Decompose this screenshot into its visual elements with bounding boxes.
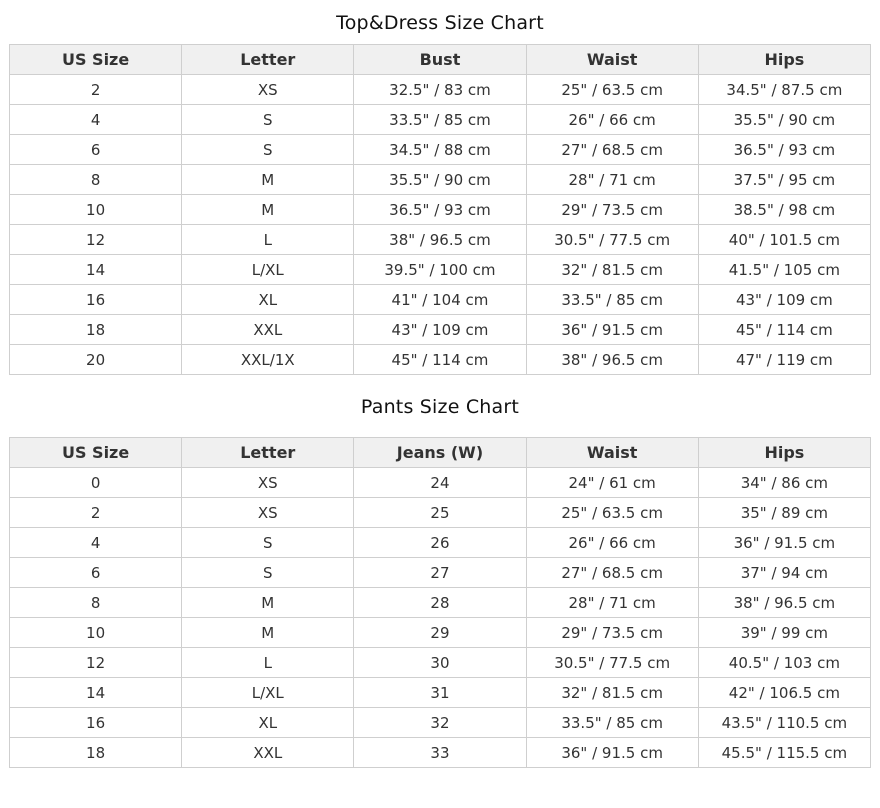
us-size-cell: 8 [10, 588, 182, 618]
jeans-w-cell: 29 [354, 618, 526, 648]
table-row [10, 105, 871, 135]
letter-cell: XXL [182, 315, 354, 345]
hips-cell: 35" / 89 cm [698, 498, 870, 528]
header-waist: Waist [526, 45, 698, 75]
header-row [10, 45, 871, 75]
table-row [10, 678, 871, 708]
us-size-cell: 4 [10, 105, 182, 135]
letter-cell: S [182, 135, 354, 165]
waist-cell: 30.5" / 77.5 cm [526, 225, 698, 255]
letter-cell: XS [182, 498, 354, 528]
jeans-w-cell: 31 [354, 678, 526, 708]
us-size-cell: 12 [10, 225, 182, 255]
header-us-size: US Size [10, 45, 182, 75]
us-size-cell: 6 [10, 135, 182, 165]
waist-cell: 24" / 61 cm [526, 468, 698, 498]
bust-cell: 45" / 114 cm [354, 345, 526, 375]
header-letter: Letter [182, 438, 354, 468]
hips-cell: 35.5" / 90 cm [698, 105, 870, 135]
us-size-cell: 6 [10, 558, 182, 588]
letter-cell: S [182, 105, 354, 135]
table-header [10, 45, 871, 75]
table-row [10, 315, 871, 345]
us-size-cell: 14 [10, 255, 182, 285]
hips-cell: 40.5" / 103 cm [698, 648, 870, 678]
hips-cell: 42" / 106.5 cm [698, 678, 870, 708]
table-body [10, 468, 871, 768]
hips-cell: 38.5" / 98 cm [698, 195, 870, 225]
waist-cell: 28" / 71 cm [526, 588, 698, 618]
bust-cell: 35.5" / 90 cm [354, 165, 526, 195]
waist-cell: 29" / 73.5 cm [526, 195, 698, 225]
letter-cell: M [182, 165, 354, 195]
us-size-cell: 0 [10, 468, 182, 498]
header-hips: Hips [698, 45, 870, 75]
jeans-w-cell: 26 [354, 528, 526, 558]
waist-cell: 26" / 66 cm [526, 528, 698, 558]
waist-cell: 33.5" / 85 cm [526, 285, 698, 315]
bust-cell: 36.5" / 93 cm [354, 195, 526, 225]
table-row [10, 498, 871, 528]
letter-cell: L/XL [182, 678, 354, 708]
jeans-w-cell: 25 [354, 498, 526, 528]
header-waist: Waist [526, 438, 698, 468]
waist-cell: 33.5" / 85 cm [526, 708, 698, 738]
letter-cell: S [182, 558, 354, 588]
table-row [10, 588, 871, 618]
table-row [10, 75, 871, 105]
us-size-cell: 18 [10, 738, 182, 768]
us-size-cell: 4 [10, 528, 182, 558]
waist-cell: 27" / 68.5 cm [526, 135, 698, 165]
waist-cell: 36" / 91.5 cm [526, 315, 698, 345]
us-size-cell: 20 [10, 345, 182, 375]
table-row [10, 345, 871, 375]
waist-cell: 25" / 63.5 cm [526, 498, 698, 528]
jeans-w-cell: 24 [354, 468, 526, 498]
waist-cell: 28" / 71 cm [526, 165, 698, 195]
hips-cell: 38" / 96.5 cm [698, 588, 870, 618]
table-row [10, 195, 871, 225]
hips-cell: 34.5" / 87.5 cm [698, 75, 870, 105]
bust-cell: 38" / 96.5 cm [354, 225, 526, 255]
table-row [10, 285, 871, 315]
hips-cell: 45.5" / 115.5 cm [698, 738, 870, 768]
jeans-w-cell: 33 [354, 738, 526, 768]
table-row [10, 225, 871, 255]
header-jeans-w: Jeans (W) [354, 438, 526, 468]
us-size-cell: 16 [10, 708, 182, 738]
hips-cell: 36.5" / 93 cm [698, 135, 870, 165]
hips-cell: 45" / 114 cm [698, 315, 870, 345]
table-row [10, 558, 871, 588]
hips-cell: 41.5" / 105 cm [698, 255, 870, 285]
bust-cell: 32.5" / 83 cm [354, 75, 526, 105]
hips-cell: 37.5" / 95 cm [698, 165, 870, 195]
us-size-cell: 8 [10, 165, 182, 195]
letter-cell: M [182, 195, 354, 225]
bust-cell: 43" / 109 cm [354, 315, 526, 345]
jeans-w-cell: 27 [354, 558, 526, 588]
us-size-cell: 12 [10, 648, 182, 678]
header-bust: Bust [354, 45, 526, 75]
table-row [10, 618, 871, 648]
waist-cell: 30.5" / 77.5 cm [526, 648, 698, 678]
table-row [10, 255, 871, 285]
hips-cell: 43" / 109 cm [698, 285, 870, 315]
table-row [10, 738, 871, 768]
hips-cell: 47" / 119 cm [698, 345, 870, 375]
table-row [10, 135, 871, 165]
table-row [10, 528, 871, 558]
header-row [10, 438, 871, 468]
bust-cell: 41" / 104 cm [354, 285, 526, 315]
letter-cell: L [182, 648, 354, 678]
waist-cell: 32" / 81.5 cm [526, 678, 698, 708]
letter-cell: L [182, 225, 354, 255]
letter-cell: XL [182, 285, 354, 315]
us-size-cell: 10 [10, 195, 182, 225]
waist-cell: 25" / 63.5 cm [526, 75, 698, 105]
table-body [10, 75, 871, 375]
letter-cell: M [182, 618, 354, 648]
us-size-cell: 10 [10, 618, 182, 648]
top-dress-size-table [9, 44, 871, 375]
letter-cell: S [182, 528, 354, 558]
header-us-size: US Size [10, 438, 182, 468]
letter-cell: XXL [182, 738, 354, 768]
letter-cell: XL [182, 708, 354, 738]
waist-cell: 32" / 81.5 cm [526, 255, 698, 285]
hips-cell: 43.5" / 110.5 cm [698, 708, 870, 738]
waist-cell: 36" / 91.5 cm [526, 738, 698, 768]
hips-cell: 39" / 99 cm [698, 618, 870, 648]
waist-cell: 29" / 73.5 cm [526, 618, 698, 648]
letter-cell: XS [182, 75, 354, 105]
us-size-cell: 2 [10, 75, 182, 105]
bust-cell: 33.5" / 85 cm [354, 105, 526, 135]
us-size-cell: 2 [10, 498, 182, 528]
waist-cell: 38" / 96.5 cm [526, 345, 698, 375]
table-row [10, 165, 871, 195]
pants-chart-title: Pants Size Chart [360, 396, 520, 418]
us-size-cell: 16 [10, 285, 182, 315]
waist-cell: 26" / 66 cm [526, 105, 698, 135]
header-hips: Hips [698, 438, 870, 468]
table-row [10, 468, 871, 498]
table-row [10, 648, 871, 678]
us-size-cell: 18 [10, 315, 182, 345]
waist-cell: 27" / 68.5 cm [526, 558, 698, 588]
letter-cell: M [182, 588, 354, 618]
top-dress-chart-title: Top&Dress Size Chart [336, 12, 544, 34]
hips-cell: 36" / 91.5 cm [698, 528, 870, 558]
letter-cell: XS [182, 468, 354, 498]
hips-cell: 37" / 94 cm [698, 558, 870, 588]
us-size-cell: 14 [10, 678, 182, 708]
letter-cell: L/XL [182, 255, 354, 285]
table-header [10, 438, 871, 468]
hips-cell: 40" / 101.5 cm [698, 225, 870, 255]
jeans-w-cell: 30 [354, 648, 526, 678]
letter-cell: XXL/1X [182, 345, 354, 375]
table-row [10, 708, 871, 738]
jeans-w-cell: 28 [354, 588, 526, 618]
jeans-w-cell: 32 [354, 708, 526, 738]
header-letter: Letter [182, 45, 354, 75]
bust-cell: 39.5" / 100 cm [354, 255, 526, 285]
bust-cell: 34.5" / 88 cm [354, 135, 526, 165]
hips-cell: 34" / 86 cm [698, 468, 870, 498]
pants-size-table [9, 437, 871, 768]
